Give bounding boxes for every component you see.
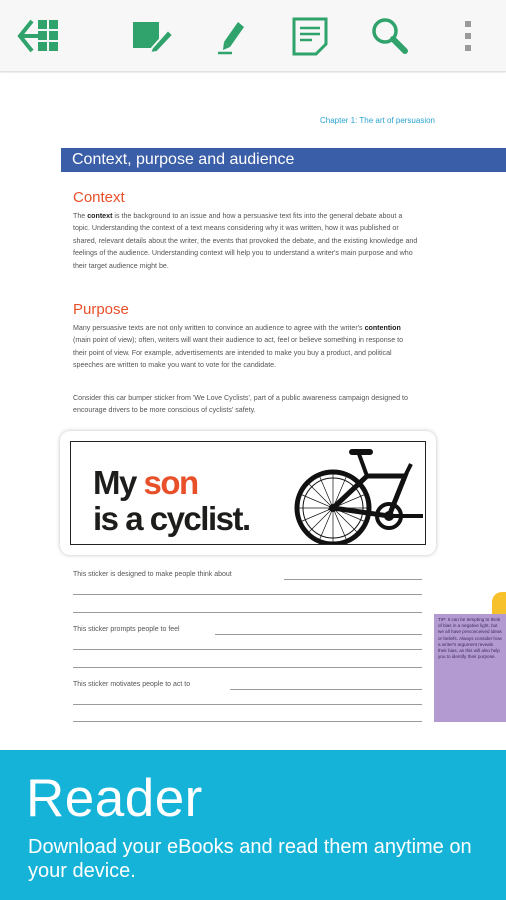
promo-banner (0, 750, 506, 900)
purpose-paragraph: Many persuasive texts are not only written to convince an audience to agree with the writer's contention (main point of view); often, writers will want their audience to act, feel or believe something in response to their point of view. For example, advertisements are intended to make you buy a product, and political speeches are written to make you want to vote for the candidate. (73, 324, 404, 370)
prompt-think: This sticker is designed to make people think about (73, 571, 232, 578)
notes-button[interactable] (286, 12, 334, 60)
banner-title: Reader (26, 769, 203, 828)
answer-line[interactable] (73, 649, 422, 650)
answer-line[interactable] (73, 704, 422, 705)
tip-box: TIP: It can be tempting to think of bias in a negative light, but we all have preconceived ideas or beliefs. Always consider how a writer's argument reveals their bias, as this will also help you to identify their purpose. (434, 614, 506, 722)
answer-line[interactable] (73, 667, 422, 668)
notes-icon (290, 16, 330, 56)
answer-line[interactable] (215, 634, 422, 635)
sticker-highlight-word: son (143, 464, 198, 501)
highlighter-button[interactable] (206, 12, 254, 60)
section-title: Context, purpose and audience (61, 148, 506, 172)
highlighter-icon (212, 16, 248, 56)
book-page[interactable] (0, 73, 506, 750)
bumper-sticker (70, 441, 426, 545)
toolbar (0, 0, 506, 72)
context-paragraph: The context is the background to an issue and how a persuasive text fits into the general debate about a topic. Understanding the context of a text means considering why it was written, how it was published or shared, relevant details about the writer, the events that provoked the debate, and the existing knowledge and feelings of the audience. Understanding context will help you to understand a writer's main purpose and who their target audience might be. (73, 212, 418, 270)
prompt-act: This sticker motivates people to act to (73, 681, 191, 688)
answer-line[interactable] (284, 579, 422, 580)
contents-icon (17, 17, 63, 55)
answer-line[interactable] (73, 594, 422, 595)
overflow-menu-button[interactable] (444, 12, 492, 60)
sticker-frame (60, 431, 436, 555)
prompt-feel: This sticker prompts people to feel (73, 626, 180, 633)
contents-button[interactable] (16, 12, 64, 60)
purpose-heading: Purpose (73, 301, 129, 318)
context-term: context (87, 212, 113, 220)
consider-paragraph: Consider this car bumper sticker from 'We Love Cyclists', part of a public awareness campaign designed to encourage drivers to be more conscious of cyclists' safety. (73, 394, 408, 415)
annotate-button[interactable] (127, 12, 175, 60)
sticker-line-2: is a cyclist. (93, 500, 250, 537)
annotate-icon (128, 18, 174, 54)
answer-line[interactable] (73, 612, 422, 613)
search-icon (370, 16, 410, 56)
overflow-menu-icon (462, 19, 474, 53)
context-heading: Context (73, 189, 125, 206)
chapter-header: Chapter 1: The art of persuasion (319, 116, 435, 125)
sticker-line-1: My son (93, 464, 198, 501)
contention-term: contention (364, 324, 401, 332)
answer-line[interactable] (230, 689, 422, 690)
bicycle-image (293, 446, 425, 545)
answer-line[interactable] (73, 721, 422, 722)
banner-subtitle: Download your eBooks and read them anytime on your device. (28, 836, 472, 882)
search-button[interactable] (366, 12, 414, 60)
